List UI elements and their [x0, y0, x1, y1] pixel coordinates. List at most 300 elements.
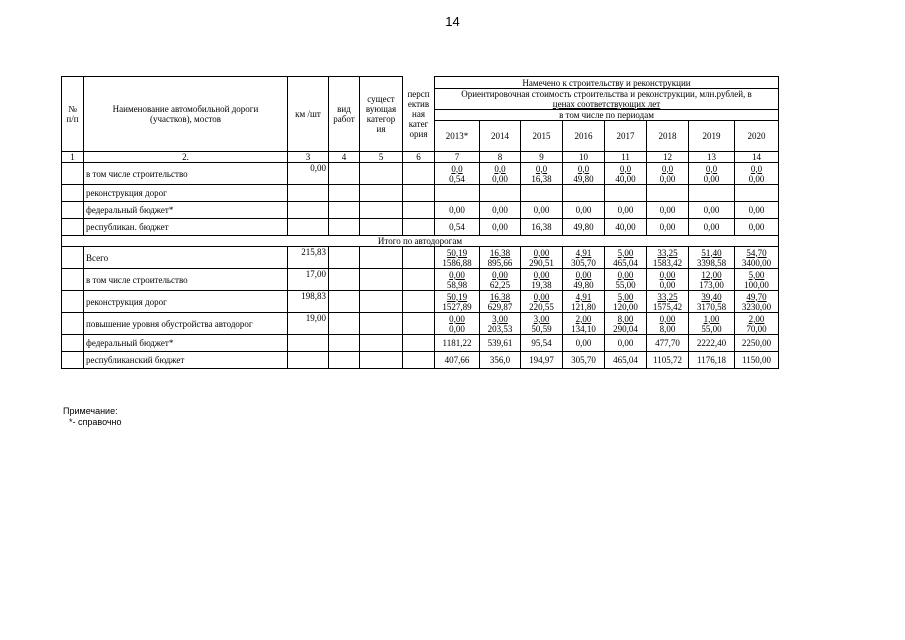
header-periods: в том числе по периодам	[435, 110, 779, 121]
row-work-type	[329, 185, 360, 202]
value-bottom: 3230,00	[741, 301, 772, 312]
row-name: в том числе строительство	[84, 163, 288, 185]
header-perspective-category-line: ная	[412, 108, 425, 119]
value-top: 0,0	[750, 163, 763, 174]
row-km	[288, 352, 329, 369]
row-perspective-category	[403, 313, 435, 335]
value: 305,70	[571, 355, 596, 365]
value-cell	[480, 185, 521, 202]
value-top: 4,91	[575, 291, 592, 302]
value: 0,00	[533, 205, 550, 215]
row-existing-category	[360, 185, 403, 202]
value-bottom: 290,04	[613, 323, 638, 334]
row-name: федеральный бюджет*	[84, 202, 288, 219]
value: 0,00	[449, 205, 465, 215]
row-km	[288, 219, 329, 236]
value: 0,54	[449, 222, 465, 232]
value-cell	[605, 219, 647, 236]
header-num: № п/п	[62, 77, 84, 152]
value-cell	[689, 185, 735, 202]
value-top: 1,00	[703, 313, 720, 324]
value-top: 51,40	[701, 247, 722, 258]
row-work-type	[329, 313, 360, 335]
value-cell	[480, 219, 521, 236]
value-cell	[563, 219, 605, 236]
page-number: 14	[445, 14, 460, 29]
row-work-type	[329, 219, 360, 236]
value: 0,00	[492, 205, 508, 215]
value-top: 0,0	[494, 163, 506, 174]
value-top: 0,00	[449, 313, 465, 324]
note	[63, 406, 122, 428]
year-header: 2019	[689, 121, 735, 152]
value-bottom: 120,00	[613, 301, 638, 312]
row-number	[62, 352, 84, 369]
value: 1181,22	[442, 338, 472, 348]
row-name: реконструкция дорог	[84, 185, 288, 202]
value-cell	[605, 185, 647, 202]
row-perspective-category	[403, 247, 435, 269]
value: 0,00	[748, 222, 765, 232]
row-km: 17,00	[288, 269, 329, 291]
header-perspective-category-line: ектив	[407, 98, 430, 109]
value-cell	[735, 185, 779, 202]
column-number: 7	[435, 152, 480, 163]
value-cell	[563, 313, 605, 335]
value-top: 5,00	[617, 247, 634, 258]
row-work-type	[329, 163, 360, 185]
value-bottom: 100,00	[744, 279, 769, 290]
value-cell	[521, 247, 563, 269]
value-bottom: 203,53	[487, 323, 513, 334]
value-cell	[563, 269, 605, 291]
row-existing-category	[360, 291, 403, 313]
value-bottom: 895,66	[487, 257, 513, 268]
total-section-label: Итого по автодорогам	[62, 236, 779, 247]
value-cell	[435, 163, 480, 185]
value-cell	[563, 202, 605, 219]
value: 1150,00	[742, 355, 771, 365]
value: 2250,00	[741, 338, 772, 348]
header-perspective-category-line: катег	[408, 118, 429, 129]
value-top: 50,19	[446, 247, 468, 258]
value-top: 50,19	[446, 291, 468, 302]
header-perspective-category	[403, 77, 435, 152]
row-work-type	[329, 335, 360, 352]
value-cell	[480, 202, 521, 219]
value-bottom: 3170,58	[696, 301, 727, 312]
row-perspective-category	[403, 335, 435, 352]
row-work-type	[329, 269, 360, 291]
value-bottom: 55,00	[701, 323, 722, 334]
value-top: 0,00	[659, 269, 676, 280]
value-bottom: 70,00	[746, 323, 767, 334]
value: 1105,72	[653, 355, 682, 365]
value-bottom: 16,38	[531, 173, 552, 184]
row-name: республикан. бюджет	[84, 219, 288, 236]
value-bottom: 1575,42	[652, 301, 683, 312]
value-cell	[435, 219, 480, 236]
value-cell	[480, 335, 521, 352]
value-top: 16,38	[489, 247, 511, 258]
header-perspective-category-line: ория	[409, 128, 428, 139]
value-cell	[563, 291, 605, 313]
value: 0,00	[748, 205, 765, 215]
value-top: 0,0	[619, 163, 632, 174]
value-top: 0,0	[535, 163, 548, 174]
row-existing-category	[360, 219, 403, 236]
value-cell	[735, 219, 779, 236]
column-number: 8	[480, 152, 521, 163]
value-cell	[735, 269, 779, 291]
table-row	[62, 269, 779, 291]
row-perspective-category	[403, 291, 435, 313]
value-top: 33,25	[657, 291, 678, 302]
value-cell	[689, 163, 735, 185]
value-top: 54,70	[746, 247, 767, 258]
year-header: 2013*	[435, 121, 480, 152]
value-top: 5,00	[617, 291, 634, 302]
row-number	[62, 163, 84, 185]
column-number: 6	[403, 152, 435, 163]
value-top: 0,00	[575, 269, 592, 280]
value-bottom: 1583,42	[652, 257, 683, 268]
value-cell	[735, 313, 779, 335]
row-work-type	[329, 352, 360, 369]
header-existing-category-line: вующая	[365, 104, 397, 114]
value-bottom: 629,87	[487, 301, 513, 312]
value-cell	[605, 352, 647, 369]
row-name: федеральный бюджет*	[84, 335, 288, 352]
value-cell	[480, 269, 521, 291]
note-text: *- справочно	[69, 417, 122, 427]
value-bottom: 290,51	[529, 257, 554, 268]
value-bottom: 121,80	[571, 301, 596, 312]
table-row	[62, 352, 779, 369]
value-top: 5,00	[748, 269, 765, 280]
value-top: 33,25	[657, 247, 678, 258]
value-cell	[480, 291, 521, 313]
value-top: 0,00	[533, 269, 550, 280]
value-bottom: 220,55	[529, 301, 554, 312]
row-number	[62, 269, 84, 291]
row-km	[288, 202, 329, 219]
table-row	[62, 202, 779, 219]
value-cell	[480, 313, 521, 335]
value: 539,61	[487, 338, 513, 348]
value-bottom: 50,59	[531, 323, 552, 334]
value-cell	[521, 352, 563, 369]
value-cell	[521, 335, 563, 352]
value-bottom: 62,25	[489, 279, 511, 290]
table-row	[62, 247, 779, 269]
value-cell	[647, 352, 689, 369]
value-cell	[689, 352, 735, 369]
value-bottom: 1527,89	[442, 301, 472, 312]
value-top: 4,91	[575, 247, 592, 258]
row-perspective-category	[403, 185, 435, 202]
header-cost-line1: Ориентировочная стоимость строительства и реконструкции, млн.рублей, в	[435, 89, 779, 100]
value-top: 0,00	[533, 247, 550, 258]
value: 0,00	[659, 205, 676, 215]
header-existing-category	[360, 77, 403, 152]
column-number: 13	[689, 152, 735, 163]
value: 49,80	[573, 222, 594, 232]
row-name: Всего	[84, 247, 288, 269]
value-cell	[563, 352, 605, 369]
row-number	[62, 185, 84, 202]
row-number	[62, 313, 84, 335]
value-bottom: 0,54	[449, 173, 465, 184]
value: 95,54	[531, 338, 552, 348]
value-top: 0,0	[577, 163, 590, 174]
value: 1176,18	[697, 355, 726, 365]
column-number: 5	[360, 152, 403, 163]
value-top: 0,0	[451, 163, 463, 174]
value-bottom: 134,10	[571, 323, 596, 334]
row-existing-category	[360, 313, 403, 335]
column-number: 9	[521, 152, 563, 163]
value-top: 12,00	[701, 269, 722, 280]
value-cell	[435, 335, 480, 352]
value: 465,04	[613, 355, 638, 365]
value-cell	[563, 163, 605, 185]
value-cell	[480, 352, 521, 369]
value-cell	[647, 163, 689, 185]
value: 477,70	[655, 338, 680, 348]
value-cell	[521, 219, 563, 236]
row-existing-category	[360, 202, 403, 219]
value-bottom: 0,00	[449, 323, 465, 334]
value-cell	[605, 202, 647, 219]
value-cell	[563, 185, 605, 202]
year-header: 2020	[735, 121, 779, 152]
value-top: 8,00	[617, 313, 634, 324]
value-bottom: 0,00	[703, 173, 720, 184]
value-top: 16,38	[489, 291, 511, 302]
value-cell	[647, 185, 689, 202]
row-km: 0,00	[288, 163, 329, 185]
column-number: 3	[288, 152, 329, 163]
value-top: 0,00	[492, 269, 508, 280]
value-cell	[689, 335, 735, 352]
value-cell	[563, 247, 605, 269]
column-number: 2.	[84, 152, 288, 163]
row-number	[62, 291, 84, 313]
row-km	[288, 335, 329, 352]
header-existing-category-line: ия	[376, 124, 386, 134]
value: 194,97	[529, 355, 554, 365]
row-number	[62, 219, 84, 236]
value-cell	[689, 313, 735, 335]
row-name: реконструкция дорог	[84, 291, 288, 313]
value-cell	[563, 335, 605, 352]
value-cell	[735, 247, 779, 269]
table-row	[62, 219, 779, 236]
value-bottom: 58,98	[446, 279, 468, 290]
value-top: 0,00	[659, 313, 676, 324]
value-top: 3,00	[492, 313, 508, 324]
table-row	[62, 335, 779, 352]
value: 407,66	[444, 355, 470, 365]
row-km: 198,83	[288, 291, 329, 313]
value-bottom: 1586,88	[442, 257, 472, 268]
value-cell	[480, 247, 521, 269]
value-bottom: 40,00	[615, 173, 636, 184]
value: 0,00	[703, 205, 720, 215]
header-road-name: Наименование автомобильной дороги (участков), мостов	[84, 77, 288, 152]
value-cell	[521, 269, 563, 291]
row-number	[62, 335, 84, 352]
value-cell	[689, 247, 735, 269]
value-top: 0,0	[705, 163, 718, 174]
table-row	[62, 185, 779, 202]
value-bottom: 0,00	[659, 279, 676, 290]
value-bottom: 49,80	[573, 173, 594, 184]
row-km	[288, 185, 329, 202]
value-cell	[647, 202, 689, 219]
header-unit: км /шт	[288, 77, 329, 152]
header-cost-line2: ценах соответствующих лет	[435, 99, 779, 110]
value-cell	[521, 291, 563, 313]
value-cell	[647, 291, 689, 313]
value-cell	[647, 269, 689, 291]
value-cell	[435, 247, 480, 269]
value: 356,0	[489, 355, 511, 365]
column-number: 11	[605, 152, 647, 163]
value-bottom: 305,70	[571, 257, 596, 268]
row-work-type	[329, 202, 360, 219]
value-cell	[435, 185, 480, 202]
value-cell	[647, 335, 689, 352]
row-perspective-category	[403, 163, 435, 185]
value: 0,00	[617, 205, 634, 215]
value: 0,00	[492, 222, 508, 232]
value-top: 2,00	[575, 313, 592, 324]
value: 0,00	[575, 205, 592, 215]
value-cell	[647, 247, 689, 269]
value-cell	[605, 247, 647, 269]
value-cell	[689, 291, 735, 313]
value-cell	[647, 313, 689, 335]
value-top: 0,0	[661, 163, 674, 174]
column-number: 14	[735, 152, 779, 163]
value: 16,38	[531, 222, 552, 232]
header-existing-category-line: категор	[366, 114, 396, 124]
roads-cost-table	[61, 76, 779, 369]
header-planned: Намечено к строительству и реконструкции	[435, 77, 779, 89]
value-bottom: 173,00	[699, 279, 724, 290]
year-header: 2018	[647, 121, 689, 152]
row-name: повышение уровня обустройства автодорог	[84, 313, 288, 335]
value-cell	[521, 185, 563, 202]
value-top: 39,40	[701, 291, 722, 302]
value-cell	[735, 163, 779, 185]
row-perspective-category	[403, 202, 435, 219]
value-cell	[689, 219, 735, 236]
header-work-type: вид работ	[329, 77, 360, 152]
year-header: 2016	[563, 121, 605, 152]
header-perspective-category-line: персп	[407, 88, 430, 99]
value-cell	[435, 202, 480, 219]
value-bottom: 55,00	[615, 279, 636, 290]
value-cell	[605, 313, 647, 335]
value-cell	[689, 202, 735, 219]
row-name: республиканский бюджет	[84, 352, 288, 369]
value: 0,00	[659, 222, 676, 232]
row-perspective-category	[403, 269, 435, 291]
value-cell	[689, 269, 735, 291]
value-cell	[735, 202, 779, 219]
value-cell	[435, 352, 480, 369]
column-number: 12	[647, 152, 689, 163]
year-header: 2017	[605, 121, 647, 152]
value-cell	[521, 313, 563, 335]
value-top: 0,00	[533, 291, 550, 302]
value-cell	[521, 202, 563, 219]
value-bottom: 3400,00	[741, 257, 772, 268]
row-existing-category	[360, 163, 403, 185]
value-top: 2,00	[748, 313, 765, 324]
row-name: в том числе строительство	[84, 269, 288, 291]
row-existing-category	[360, 352, 403, 369]
value-cell	[435, 313, 480, 335]
value-top: 0,00	[617, 269, 634, 280]
value: 40,00	[615, 222, 636, 232]
value-cell	[605, 291, 647, 313]
row-km: 215,83	[288, 247, 329, 269]
row-number	[62, 247, 84, 269]
value-bottom: 8,00	[659, 323, 676, 334]
column-number: 10	[563, 152, 605, 163]
value-cell	[435, 269, 480, 291]
value: 0,00	[703, 222, 720, 232]
value-cell	[735, 335, 779, 352]
year-header: 2014	[480, 121, 521, 152]
row-number	[62, 202, 84, 219]
value-top: 0,00	[449, 269, 465, 280]
row-existing-category	[360, 269, 403, 291]
table-row	[62, 313, 779, 335]
value: 2222,40	[696, 338, 727, 348]
value-cell	[435, 291, 480, 313]
value-cell	[480, 163, 521, 185]
column-number: 4	[329, 152, 360, 163]
value-bottom: 0,00	[492, 173, 508, 184]
value-bottom: 0,00	[748, 173, 765, 184]
year-header: 2015	[521, 121, 563, 152]
value-bottom: 49,80	[573, 279, 594, 290]
row-km: 19,00	[288, 313, 329, 335]
value-top: 3,00	[533, 313, 550, 324]
column-number: 1	[62, 152, 84, 163]
value-cell	[605, 163, 647, 185]
row-perspective-category	[403, 352, 435, 369]
value-bottom: 465,04	[613, 257, 638, 268]
row-perspective-category	[403, 219, 435, 236]
value-cell	[605, 269, 647, 291]
value-cell	[647, 219, 689, 236]
value: 0,00	[617, 338, 634, 348]
row-work-type	[329, 247, 360, 269]
row-existing-category	[360, 335, 403, 352]
value-bottom: 3398,58	[696, 257, 727, 268]
value-bottom: 19,38	[531, 279, 552, 290]
value: 0,00	[575, 338, 592, 348]
value-cell	[605, 335, 647, 352]
table-row	[62, 291, 779, 313]
value-cell	[521, 163, 563, 185]
